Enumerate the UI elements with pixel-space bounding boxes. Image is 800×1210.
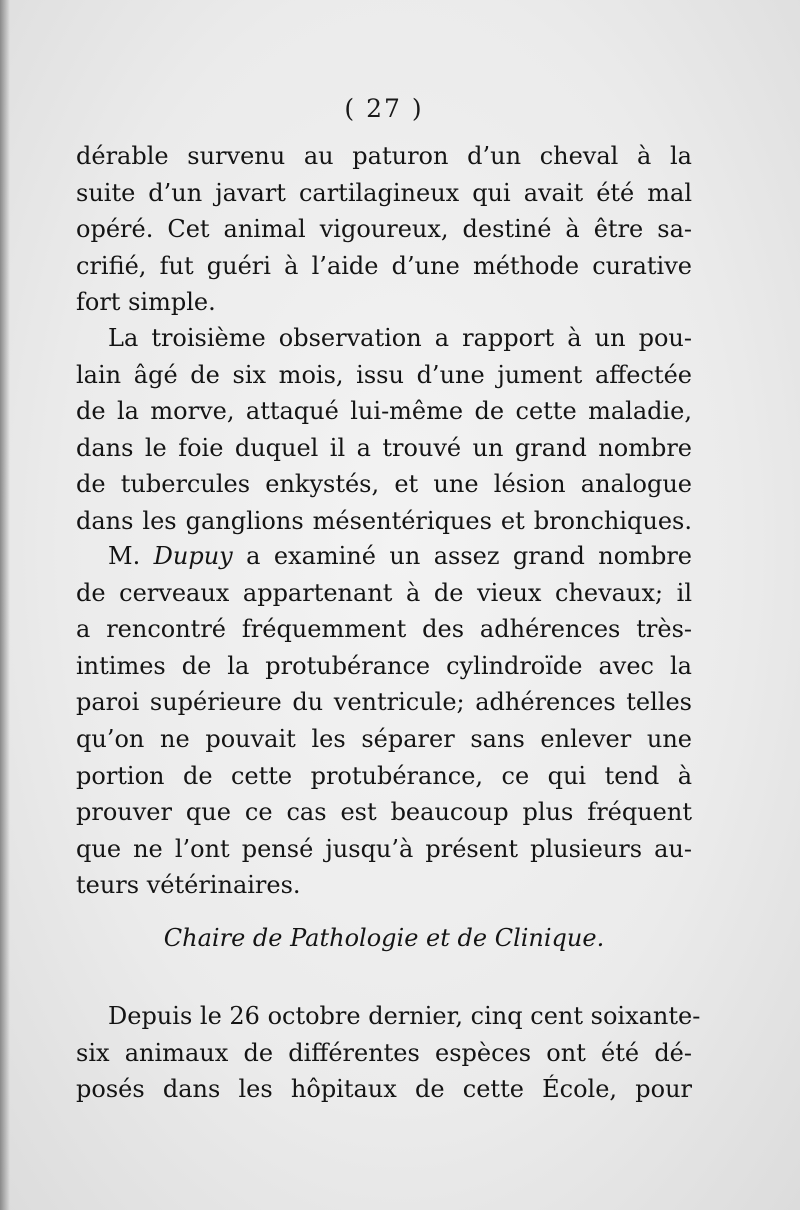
text-line: portion de cette protubérance, ce qui tend à — [76, 761, 692, 790]
text-line: posés dans les hôpitaux de cette École, pour — [76, 1075, 692, 1104]
text-line: six animaux de différentes espèces ont été dé- — [76, 1038, 692, 1067]
paragraph-clinique — [76, 998, 701, 1108]
text-line: intimes de la protubérance cylindroïde avec la — [76, 651, 692, 680]
text-line: lain âgé de six mois, issu d’une jument affectée — [76, 360, 692, 389]
text-line: fort simple. — [76, 288, 216, 317]
text-rest: a examiné un assez grand nombre — [246, 542, 692, 570]
text-line: suite d’un javart cartilagineux qui avait été mal — [76, 178, 692, 207]
section-heading: Chaire de Pathologie et de Clinique. — [163, 924, 605, 952]
text-line: Depuis le 26 octobre dernier, cinq cent soixante- — [108, 1002, 701, 1030]
text-line: dans les ganglions mésentériques et bronchiques. — [76, 506, 692, 535]
text-line: de cerveaux appartenant à de vieux chevaux; il — [76, 578, 692, 607]
text-line: opéré. Cet animal vigoureux, destiné à être sa- — [76, 215, 692, 244]
text-prefix: M. — [108, 542, 141, 570]
text-line-first — [76, 538, 692, 575]
text-line: dérable survenu au paturon d’un cheval à la — [76, 142, 692, 170]
paragraph-dupuy — [76, 538, 692, 904]
text-line: prouver que ce cas est beaucoup plus fréquent — [76, 798, 692, 827]
page-number: ( 27 ) — [344, 94, 424, 123]
text-line: paroi supérieure du ventricule; adhérences telles — [76, 688, 692, 717]
text-line: crifié, fut guéri à l’aide d’une méthode curative — [76, 251, 692, 280]
text-line: a rencontré fréquemment des adhérences très- — [76, 615, 692, 644]
text-line: La troisième observation a rapport à un pou- — [108, 324, 692, 352]
paragraph-third-observation — [76, 320, 692, 540]
text-line: que ne l’ont pensé jusqu’à présent plusieurs au- — [76, 834, 692, 863]
text-line: de tubercules enkystés, et une lésion analogue — [76, 470, 692, 499]
text-line: teurs vétérinaires. — [76, 871, 301, 900]
paragraph-continuation — [76, 138, 692, 321]
text-line: de la morve, attaqué lui-même de cette maladie, — [76, 397, 692, 426]
text-line: qu’on ne pouvait les séparer sans enlever une — [76, 724, 692, 753]
text-line: dans le foie duquel il a trouvé un grand nombre — [76, 433, 692, 462]
person-name: Dupuy — [153, 542, 233, 570]
